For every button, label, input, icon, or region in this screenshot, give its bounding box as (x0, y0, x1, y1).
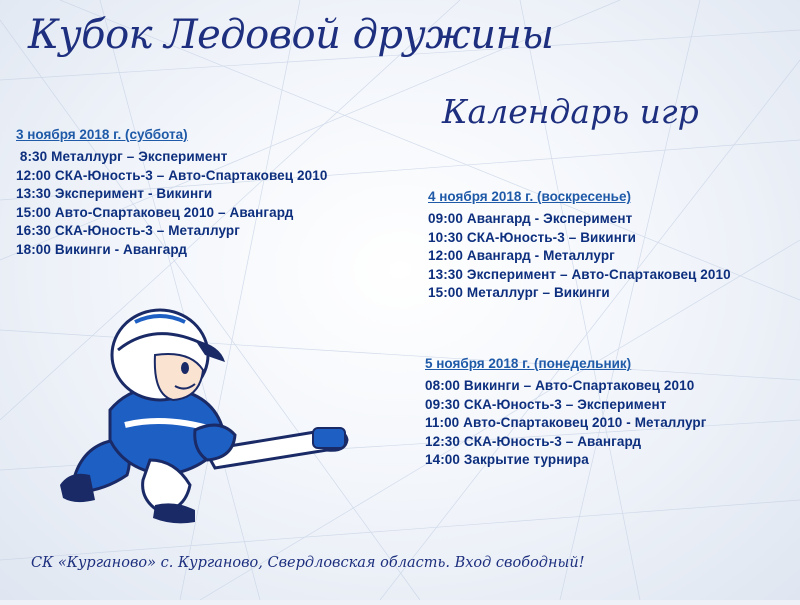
day-date: 3 ноября 2018 г. (суббота) (16, 127, 188, 142)
day-date: 4 ноября 2018 г. (воскресенье) (428, 189, 631, 204)
game-row: 8:30 Металлург – Эксперимент (16, 149, 228, 164)
game-row: 16:30 СКА-Юность-3 – Металлург (16, 223, 240, 239)
game-row: 15:00 Металлург – Викинги (428, 285, 610, 301)
game-row: 14:00 Закрытие турнира (425, 452, 589, 468)
game-row: 12:00 СКА-Юность-3 – Авто-Спартаковец 2010 (16, 167, 328, 183)
schedule-day-3 (425, 356, 706, 470)
game-row: 12:00 Авангард - Металлург (428, 248, 615, 264)
game-row: 13:30 Эксперимент - Викинги (16, 186, 213, 202)
footer-info: СК «Курганово» с. Курганово, Свердловская область. Вход свободный! (31, 555, 585, 571)
game-row: 08:00 Викинги – Авто-Спартаковец 2010 (425, 378, 695, 393)
game-row: 12:30 СКА-Юность-3 – Авангард (425, 433, 642, 449)
game-row: 18:00 Викинги - Авангард (16, 241, 187, 257)
day-date: 5 ноября 2018 г. (понедельник) (425, 356, 632, 371)
game-row: 11:00 Авто-Спартаковец 2010 - Металлург (425, 415, 707, 431)
page-subtitle: Календарь игр (442, 92, 699, 131)
schedule-day-1 (16, 127, 327, 260)
game-row: 09:30 СКА-Юность-3 – Эксперимент (425, 396, 667, 412)
page-title: Кубок Ледовой дружины (28, 12, 554, 58)
game-row: 09:00 Авангард - Эксперимент (428, 211, 633, 226)
game-row: 15:00 Авто-Спартаковец 2010 – Авангард (16, 204, 294, 220)
schedule-day-2 (428, 189, 731, 303)
game-row: 13:30 Эксперимент – Авто-Спартаковец 2010 (428, 266, 731, 282)
hockey-player-mascot (55, 300, 355, 530)
game-row: 10:30 СКА-Юность-3 – Викинги (428, 229, 637, 245)
